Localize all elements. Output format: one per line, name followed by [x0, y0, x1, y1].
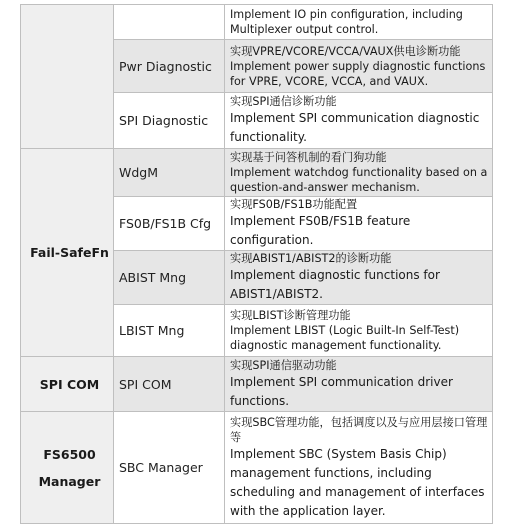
description-zh: 实现基于问答机制的看门狗功能	[230, 151, 387, 164]
description-cell	[225, 93, 493, 149]
description-zh: 实现LBIST诊断管理功能	[230, 309, 351, 322]
group-cell-blank	[21, 5, 114, 149]
table-row	[21, 357, 493, 412]
description-en: Implement SBC (System Basis Chip) management functions, including scheduling and management of interfaces with the application layer.	[230, 446, 485, 518]
subfunction-cell: ABIST Mng	[114, 251, 225, 305]
description-cell	[225, 5, 493, 40]
group-cell: FS6500 Manager	[21, 412, 114, 524]
description-zh: 实现VPRE/VCORE/VCCA/VAUX供电诊断功能	[230, 44, 461, 58]
subfunction-cell	[114, 5, 225, 40]
subfunction-cell: FS0B/FS1B Cfg	[114, 197, 225, 251]
description-zh: 实现ABIST1/ABIST2的诊断功能	[230, 252, 392, 265]
description-zh: 实现SBC管理功能，包括调度以及与应用层接口管理等	[230, 415, 488, 444]
description-cell	[225, 197, 493, 251]
table-row	[21, 5, 493, 40]
group-cell: SPI COM	[21, 357, 114, 412]
description-cell	[225, 40, 493, 93]
description-en: Implement SPI communication driver functions.	[230, 374, 453, 408]
table-row	[21, 149, 493, 197]
description-cell	[225, 251, 493, 305]
description-en: Implement power supply diagnostic functions for VPRE, VCORE, VCCA, and VAUX.	[230, 59, 486, 88]
description-en: Implement diagnostic functions for ABIST1/ABIST2.	[230, 268, 440, 301]
subfunction-cell: LBIST Mng	[114, 305, 225, 357]
table-row	[21, 412, 493, 524]
subfunction-cell: Pwr Diagnostic	[114, 40, 225, 93]
group-cell: Fail-SafeFn	[21, 149, 114, 357]
description-en: Implement LBIST (Logic Built-In Self-Test) diagnostic management functionality.	[230, 324, 460, 352]
description-en: Implement IO pin configuration, including Multiplexer output control.	[230, 8, 463, 36]
description-cell	[225, 412, 493, 524]
description-zh: 实现SPI通信驱动功能	[230, 358, 337, 372]
description-en: Implement watchdog functionality based on a question-and-answer mechanism.	[230, 166, 488, 194]
function-spec-table	[20, 4, 493, 524]
description-zh: 实现SPI通信诊断功能	[230, 95, 337, 108]
description-en: Implement FS0B/FS1B feature configuration.	[230, 214, 411, 247]
subfunction-cell: SBC Manager	[114, 412, 225, 524]
description-cell	[225, 305, 493, 357]
subfunction-cell: WdgM	[114, 149, 225, 197]
description-cell	[225, 357, 493, 412]
description-cell	[225, 149, 493, 197]
subfunction-cell: SPI COM	[114, 357, 225, 412]
description-zh: 实现FS0B/FS1B功能配置	[230, 198, 358, 211]
description-en: Implement SPI communication diagnostic functionality.	[230, 111, 480, 144]
subfunction-cell: SPI Diagnostic	[114, 93, 225, 149]
